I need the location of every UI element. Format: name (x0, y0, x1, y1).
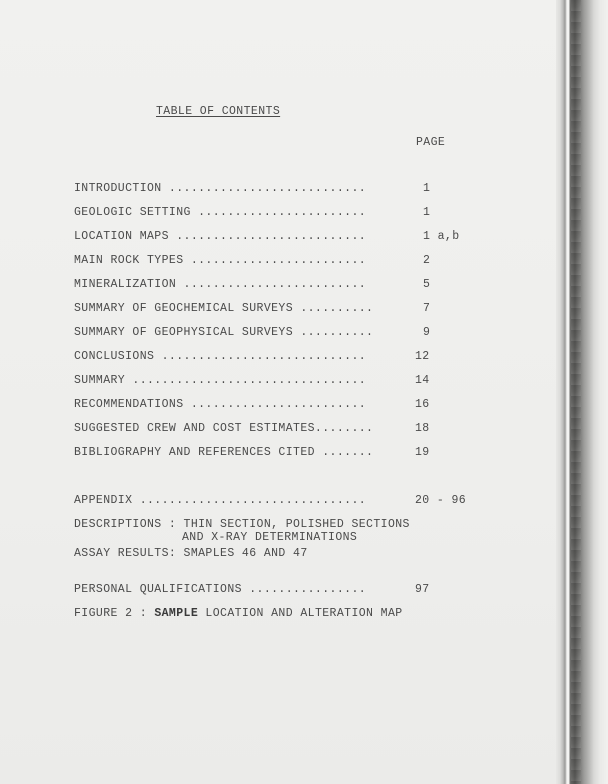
qualifications-label: PERSONAL QUALIFICATIONS ................ (74, 583, 367, 596)
assay-results: ASSAY RESULTS: SMAPLES 46 AND 47 (74, 547, 308, 560)
toc-entry-label: MINERALIZATION ......................... (74, 278, 367, 291)
toc-entry-page: 2 (423, 254, 431, 267)
page-column-header: PAGE (416, 136, 446, 149)
toc-entry-label: BIBLIOGRAPHY AND REFERENCES CITED ....... (74, 446, 374, 459)
figure-caption (74, 607, 403, 621)
descriptions-line-1: DESCRIPTIONS : THIN SECTION, POLISHED SECTIONS (74, 518, 410, 531)
appendix-page: 20 - 96 (415, 494, 467, 507)
figure-caption-suffix: LOCATION AND ALTERATION MAP (198, 607, 403, 620)
toc-entry-label: RECOMMENDATIONS ........................ (74, 398, 367, 411)
qualifications-page: 97 (415, 583, 430, 596)
toc-entry-page: 7 (423, 302, 431, 315)
figure-caption-bold-word: SAMPLE (154, 607, 199, 620)
toc-title: TABLE OF CONTENTS (156, 105, 281, 118)
toc-entry-label: SUMMARY OF GEOPHYSICAL SURVEYS .......... (74, 326, 374, 339)
toc-entry-label: LOCATION MAPS .......................... (74, 230, 367, 243)
toc-entry-page: 12 (415, 350, 430, 363)
toc-entry-label: SUGGESTED CREW AND COST ESTIMATES........ (74, 422, 374, 435)
toc-entry-page: 1 (423, 182, 431, 195)
toc-entry-label: INTRODUCTION ........................... (74, 182, 367, 195)
toc-entry-page: 19 (415, 446, 430, 459)
toc-entry-label: SUMMARY OF GEOCHEMICAL SURVEYS .......... (74, 302, 374, 315)
toc-entry-page: 18 (415, 422, 430, 435)
toc-entry-label: GEOLOGIC SETTING ....................... (74, 206, 367, 219)
toc-entry-page: 9 (423, 326, 431, 339)
binder-edge (556, 0, 608, 784)
appendix-label: APPENDIX ............................... (74, 494, 367, 507)
toc-entry-label: SUMMARY ................................ (74, 374, 367, 387)
toc-entry-page: 14 (415, 374, 430, 387)
toc-entry-page: 1 (423, 206, 431, 219)
toc-entry-page: 16 (415, 398, 430, 411)
toc-entry-label: CONCLUSIONS ............................ (74, 350, 367, 363)
figure-caption-prefix: FIGURE 2 : (74, 607, 155, 620)
toc-entry-page: 1 a,b (423, 230, 460, 243)
toc-entry-page: 5 (423, 278, 431, 291)
descriptions-line-2: AND X-RAY DETERMINATIONS (182, 531, 358, 544)
toc-entry-label: MAIN ROCK TYPES ........................ (74, 254, 367, 267)
